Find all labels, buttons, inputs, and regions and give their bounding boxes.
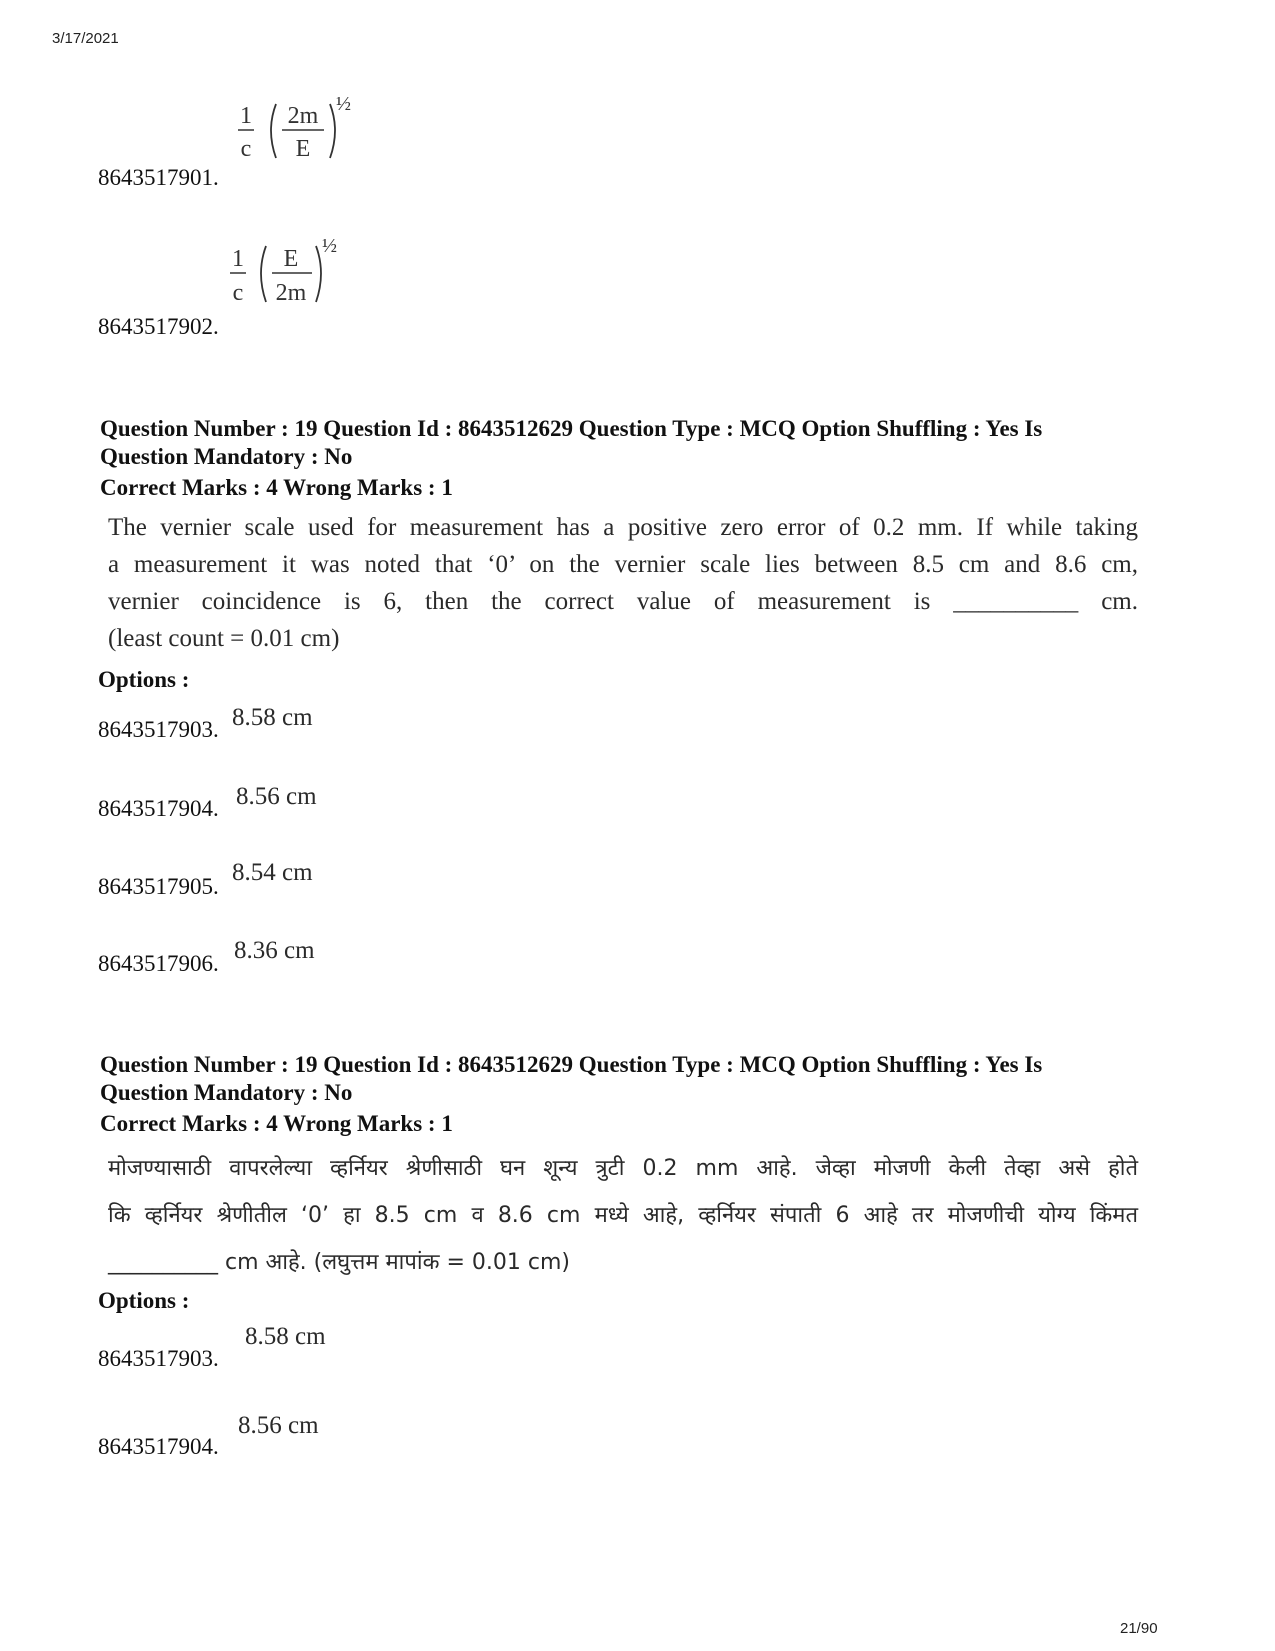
option-id: 8643517903.	[98, 1346, 219, 1371]
exponent: ½	[336, 93, 351, 115]
option-value: 8.56 cm	[236, 783, 317, 810]
exponent: ½	[322, 235, 337, 257]
question-text	[108, 509, 1138, 657]
question-header-line: Question Mandatory : No	[100, 444, 353, 469]
option-value: 8.56 cm	[238, 1412, 319, 1439]
option-id: 8643517906.	[98, 951, 219, 976]
question-text-line: The vernier scale used for measurement has a positive zero error of 0.2 mm. If while taking	[108, 514, 1138, 541]
question-text	[108, 1145, 1138, 1286]
question-marks: Correct Marks : 4 Wrong Marks : 1	[100, 1111, 453, 1136]
question-text-line: कि व्हर्नियर श्रेणीतील ‘0’ हा 8.5 cm व 8.6 cm मध्ये आहे, व्हर्नियर संपाती 6 आहे तर मोजणीची योग्य किंमत	[108, 1203, 1138, 1228]
frac-numerator: 1	[240, 103, 252, 129]
formula-svg-2	[222, 230, 362, 310]
option-value: 8.36 cm	[234, 937, 315, 964]
question-text-line: मोजण्यासाठी वापरलेल्या व्हर्नियर श्रेणीसाठी घन शून्य त्रुटी 0.2 mm आहे. जेव्हा मोजणी केली तेव्हा असे होते	[108, 1156, 1138, 1181]
question-text-line: a measurement it was noted that ‘0’ on the vernier scale lies between 8.5 cm and 8.6 cm,	[108, 551, 1138, 578]
option-id: 8643517905.	[98, 874, 219, 899]
inner-numerator: 2m	[287, 103, 319, 129]
inner-denominator: E	[295, 136, 311, 162]
question-text-line: (least count = 0.01 cm)	[108, 625, 340, 652]
option-id: 8643517901.	[98, 165, 219, 190]
option-id: 8643517904.	[98, 796, 219, 821]
question-header-line: Question Mandatory : No	[100, 1080, 353, 1105]
question-header	[100, 1051, 1180, 1107]
formula-option-2	[222, 230, 362, 310]
formula-option-1	[232, 88, 372, 168]
page-number: 21/90	[1120, 1620, 1158, 1637]
formula-svg-1	[232, 88, 372, 168]
option-value: 8.54 cm	[232, 859, 313, 886]
option-id: 8643517902.	[98, 314, 219, 339]
option-value: 8.58 cm	[232, 704, 313, 731]
inner-numerator: E	[283, 246, 299, 272]
question-header-line: Question Number : 19 Question Id : 8643512629 Question Type : MCQ Option Shuffling : Yes Is	[100, 416, 1043, 441]
frac-numerator: 1	[232, 246, 244, 272]
question-text-line: __________ cm आहे. (लघुत्तम मापांक = 0.01 cm)	[108, 1250, 570, 1275]
options-label: Options :	[98, 667, 190, 692]
question-text-line: vernier coincidence is 6, then the correct value of measurement is __________ cm.	[108, 588, 1138, 615]
frac-denominator: c	[240, 136, 252, 162]
inner-denominator: 2m	[275, 280, 307, 306]
question-header	[100, 415, 1180, 471]
question-header-line: Question Number : 19 Question Id : 8643512629 Question Type : MCQ Option Shuffling : Yes Is	[100, 1052, 1043, 1077]
question-marks: Correct Marks : 4 Wrong Marks : 1	[100, 475, 453, 500]
option-value: 8.58 cm	[245, 1323, 326, 1350]
options-label: Options :	[98, 1288, 190, 1313]
frac-denominator: c	[232, 280, 244, 306]
print-date: 3/17/2021	[52, 30, 119, 47]
option-id: 8643517904.	[98, 1434, 219, 1459]
option-id: 8643517903.	[98, 717, 219, 742]
